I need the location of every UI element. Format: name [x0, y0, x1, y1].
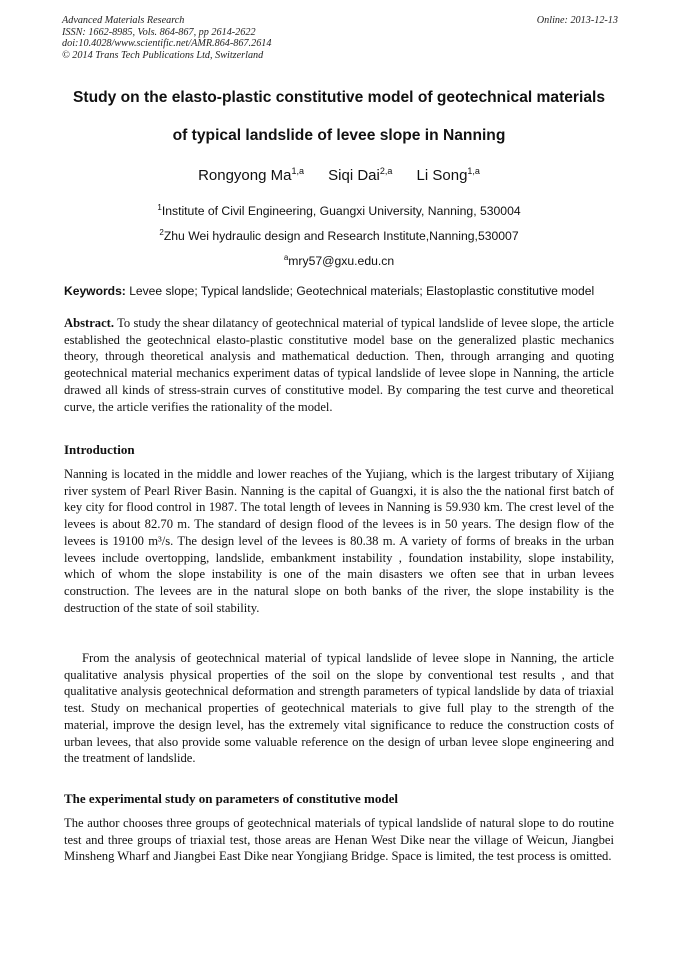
affiliation-text: Institute of Civil Engineering, Guangxi University, Nanning, 530004 — [161, 204, 521, 218]
author-affiliation-mark: 1,a — [291, 166, 304, 176]
doi-line: doi:10.4028/www.scientific.net/AMR.864-867.2614 — [62, 38, 272, 50]
journal-name: Advanced Materials Research — [62, 15, 185, 26]
online-date: Online: 2013-12-13 — [536, 15, 618, 26]
author — [198, 167, 304, 184]
paper-title-line-1: Study on the elasto-plastic constitutive model of geotechnical materials — [72, 89, 606, 106]
author-list — [0, 166, 678, 184]
author — [328, 167, 392, 184]
affiliation — [0, 228, 678, 243]
copyright-line: © 2014 Trans Tech Publications Ltd, Switzerland — [62, 49, 264, 61]
abstract-label: Abstract. — [64, 316, 115, 330]
author-name: Siqi Dai — [328, 167, 380, 184]
author-affiliation-mark: 2,a — [379, 166, 393, 176]
author-affiliation-mark: 1,a — [467, 166, 480, 176]
affiliation-mark: 1 — [157, 203, 162, 212]
email-text: mry57@gxu.edu.cn — [288, 254, 395, 268]
affiliation-mark: 2 — [159, 228, 164, 237]
issn-line: ISSN: 1662-8985, Vols. 864-867, pp 2614-2622 — [62, 26, 256, 38]
keywords — [64, 284, 616, 298]
author-email — [0, 253, 678, 268]
journal-header — [62, 15, 618, 61]
keywords-text: Levee slope; Typical landslide; Geotechnical materials; Elastoplastic constitutive model — [125, 284, 595, 298]
keywords-label: Keywords: — [64, 284, 126, 298]
introduction-paragraph-2: From the analysis of geotechnical material of typical landslide of levee slope in Nanning, the article qualitative analysis physical properties of the soil on the slope by conventional test results , and that qualitative analysis geotechnical deformation and strength parameters of typical landslide by data of triaxial test. Study on mechanical properties of geotechnical materials to give full play to the strength of the material, improve the design level, has the extremely vital significance to reduce the construction costs of urban levees, that also provide some valuable reference on the design of urban levee slope engineering and the treatment of landslide. — [64, 651, 614, 766]
author-name: Rongyong Ma — [198, 167, 292, 184]
paper-title-line-2: of typical landslide of levee slope in Nanning — [172, 127, 506, 144]
section-heading-experimental: The experimental study on parameters of constitutive model — [64, 791, 398, 806]
abstract — [64, 315, 614, 415]
section-heading-introduction: Introduction — [64, 442, 135, 457]
author-name: Li Song — [416, 167, 468, 184]
affiliation — [0, 203, 678, 218]
abstract-text: To study the shear dilatancy of geotechnical material of typical landslide of levee slope, the article established the geotechnical elasto-plastic constitutive model base on the generalized plastic mechanics theory, through theoretical analysis and mathematical deduction. Then, through arranging and quoting geotechnical material mechanics experiment datas of typical landslide of levee slope in Nanning, the article drawed all kinds of stress-strain curves of constitutive model. By comparing the test curve and theoretical curve, the article verifies the rationality of the model. — [64, 316, 614, 414]
email-mark: a — [283, 253, 289, 262]
experimental-paragraph-1: The author chooses three groups of geotechnical materials of typical landslide of natural slope to do routine test and three groups of triaxial test, those areas are Henan West Dike near the village of Weicun, Jiangbei Minsheng Wharf and Jiangbei East Dike near Yongjiang Bridge. Space is limited, the test process is omitted. — [64, 816, 614, 864]
affiliation-text: Zhu Wei hydraulic design and Research Institute,Nanning,530007 — [163, 229, 519, 243]
introduction-paragraph-1: Nanning is located in the middle and lower reaches of the Yujiang, which is the largest tributary of Xijiang river system of Pearl River Basin. Nanning is the capital of Guangxi, it is also the the national first batch of key city for flood control in 1987. The total length of levees in Nanning is 59.930 km. The crest level of the levees is about 82.70 m. The standard of design flood of the levees is in 50 years. The design flow of the levees is 19100 m³/s. The design level of the levees is 80.38 m. A variety of forms of breaks in the urban levees include overtopping, landslide, embankment instability , foundation instability, slope instability, which of whom the slope instability is one of the main disasters we often see that in urban levees construction. The levees are in the natural slope on both banks of the river, the slope instability is the destruction of the state of soil stability. — [64, 467, 614, 615]
author — [417, 167, 480, 184]
